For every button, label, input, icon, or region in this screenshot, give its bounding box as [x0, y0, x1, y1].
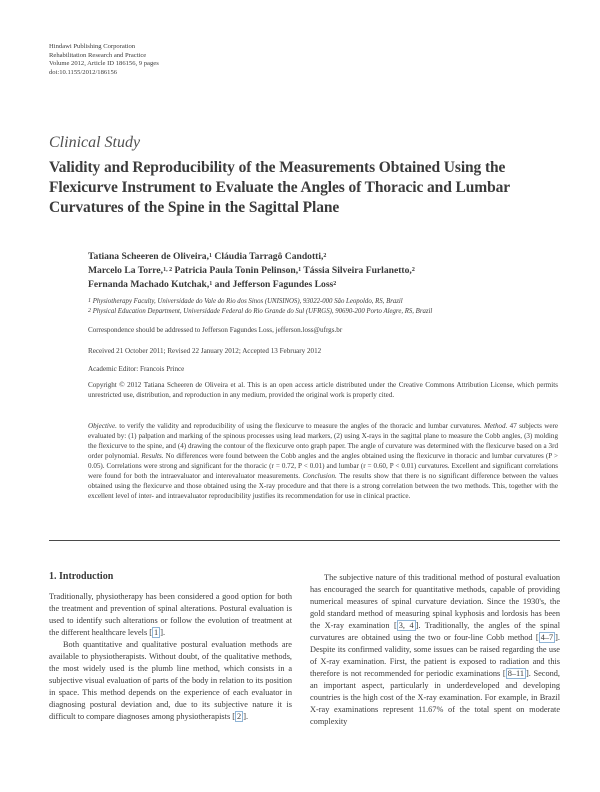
- article-title: Validity and Reproducibility of the Measurements Obtained Using the Flexicurve Instrument to Evaluate the Angles of Thoracic and Lumbar Curvatures of the Spine in the Sagittal Plane: [49, 159, 510, 216]
- section-divider: [49, 540, 560, 541]
- method-text: 47 subjects were evaluated by: (1) palpation and marking of the spinous processes using lead markers, (2) using X-rays in the sagittal plane to measure the Cobb angles, (3) molding the flexicurve to the spine, and (4) drawing the contour of the flexicurve onto graph paper. The angle of curvature was determined with the flexicurve based on a 3rd order polynomial.: [88, 422, 558, 460]
- volume-info: Volume 2012, Article ID 186156, 9 pages: [49, 60, 159, 68]
- publisher-name: Hindawi Publishing Corporation: [49, 43, 136, 50]
- method-label: Method.: [483, 422, 508, 430]
- citation-link[interactable]: 8–11: [507, 669, 524, 678]
- author-list: [88, 250, 568, 293]
- author-name: Fernanda Machado Kutchak,: [88, 279, 210, 291]
- affiliations: [88, 297, 568, 317]
- author-name: Cláudia Tarragô Candotti,: [212, 251, 324, 262]
- conclusion-text: The results show that there is no significant difference between the values obtained using the flexicurve and those obtained using the X-ray procedure and that there is a strong correlation between the two methods. This, together with the excellent level of inter- and intraevaluator reproducibility justifies its recommendation for use in clinical practice.: [88, 472, 558, 500]
- author-affiliation-mark: 1, 2: [163, 267, 173, 274]
- author-affiliation-mark: 2: [333, 281, 337, 288]
- author-name: Tatiana Scheeren de Oliveira,: [88, 251, 209, 262]
- journal-name: Rehabilitation Research and Practice: [49, 51, 147, 59]
- author-affiliation-mark: 2: [411, 267, 415, 274]
- right-column: [310, 572, 560, 728]
- paragraph: Both quantitative and qualitative postural evaluation methods are available to physiotherapists. Without doubt, of the qualitative methods, the most widely used is the plumb line method, which consists in a subjective visual evaluation of parts of the body in relation to its position in space. This method depends on the experience of each evaluator in diagnosing postural deviation and, due to its subjective nature it is difficult to compare diagnoses among physiotherapists [ 2 ].: [49, 640, 292, 721]
- author-affiliation-mark: 1: [209, 281, 213, 288]
- left-column: [49, 591, 292, 723]
- paragraph: Traditionally, physiotherapy has been considered a good option for both the treatment and prevention of spinal alterations. Postural evaluation is used to identify such alterations or follow the evolution of treatment at the different healthcare levels [ 1 ].: [49, 592, 292, 637]
- results-label: Results.: [141, 452, 164, 460]
- affiliation-2: $^2$ Physical Education Department, Universidade Federal do Rio Grande do Sul (UFRGS), 90690-200 Porto Alegre, RS, Brazil: [88, 308, 433, 315]
- article-dates: Received 21 October 2011; Revised 22 January 2012; Accepted 13 February 2012: [88, 347, 322, 355]
- journal-header: [49, 43, 159, 77]
- copyright-notice: Copyright © 2012 Tatiana Scheeren de Oliveira et al. This is an open access article distributed under the Creative Commons Attribution License, which permits unrestricted use, distribution, and reproduction in any medium, provided the original work is properly cited.: [88, 381, 558, 399]
- author-name: Patricia Paula Tonin Pelinson,: [172, 265, 299, 277]
- correspondence: Correspondence should be addressed to Jefferson Fagundes Loss, jefferson.loss@ufrgs.br: [88, 326, 343, 334]
- affiliation-1: $^1$ Physiotherapy Faculty, Universidade do Vale do Rio dos Sinos (UNISINOS), 93022-000 São Leopoldo, RS, Brazil: [88, 298, 403, 305]
- citation-link[interactable]: 2: [237, 712, 242, 721]
- author-affiliation-mark: 1: [209, 253, 212, 259]
- results-text: No differences were found between the Cobb angles and the angles obtained using the flexicurve in thoracic and lumbar curvatures (P > 0.05). Correlations were strong and significant for the thoracic (r = 0.72, P < 0.01) and lumbar (r = 0.60, P < 0.01) curvatures. Excellent and significant correlations were found for both the intraevaluator and interevaluator measurements.: [88, 452, 558, 480]
- article-type: Clinical Study: [49, 134, 141, 151]
- citation-link[interactable]: 3, 4: [398, 621, 414, 630]
- citation-link[interactable]: 1: [154, 628, 159, 637]
- author-name: Tássia Silveira Furlanetto,: [301, 265, 412, 277]
- author-affiliation-mark: 1: [298, 267, 302, 274]
- objective-text: to verify the validity and reproducibility of using the flexicurve to measure the angles of the thoracic and lumbar curvatures.: [116, 422, 484, 430]
- author-affiliation-mark: 2: [323, 253, 327, 259]
- academic-editor: Academic Editor: Francois Prince: [88, 365, 185, 373]
- author-name: Marcelo La Torre,: [88, 265, 164, 277]
- doi: doi:10.1155/2012/186156: [49, 68, 118, 76]
- citation-link[interactable]: 4–7: [540, 633, 554, 642]
- conclusion-label: Conclusion.: [302, 472, 337, 480]
- abstract: [88, 421, 558, 501]
- author-name: and Jefferson Fagundes Loss: [212, 279, 334, 291]
- section-heading: 1. Introduction: [49, 571, 114, 582]
- paragraph: The subjective nature of this traditional method of postural evaluation has encouraged the search for quantitative methods, capable of providing numerical measures of spinal curvature deviation. Since the 1930's, the gold standard method of measuring spinal kyphosis and lordosis has been the X-ray examination [ 3, 4 ]. Traditionally, the angles of the spinal curvatures are obtained using the two or four-line Cobb method [ 4–7 ]. Despite its confirmed validity, some issues can be raised regarding the use of X-ray examination. First, the patient is exposed to radiation and this therefore is not recommended for periodic examinations [ 8–11 ]. Second, an important aspect, particularly in underdeveloped and developing countries is the high cost of the X-ray examination. For example, in Brazil X-ray examinations represent 11.67% of the total spent on moderate complexity: [310, 573, 561, 726]
- objective-label: Objective.: [88, 422, 117, 430]
